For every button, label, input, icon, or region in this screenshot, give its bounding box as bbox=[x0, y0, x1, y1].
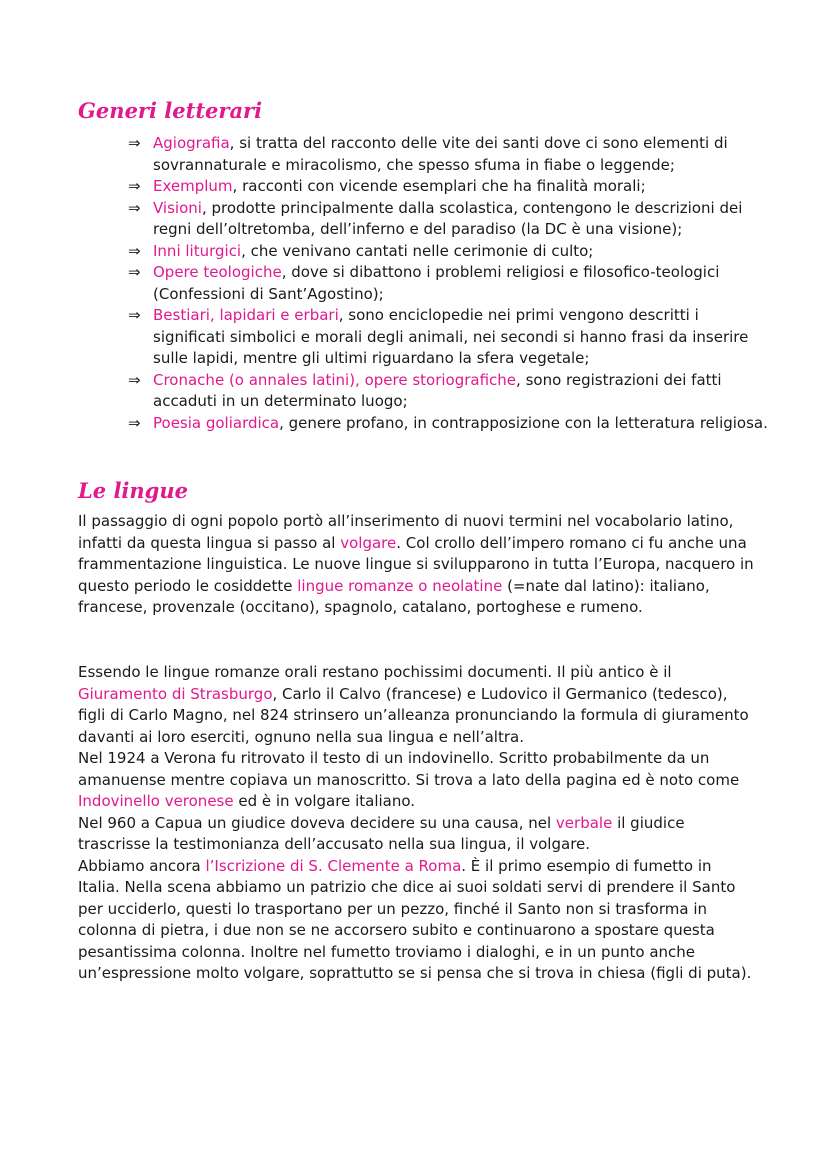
list-item bbox=[128, 133, 768, 176]
term-description: , prodotte principalmente dalla scolastica, contengono le descrizioni dei regni dell’oltretomba, dell’inferno e del paradiso (la DC è una visione); bbox=[153, 198, 743, 238]
list-item bbox=[128, 305, 768, 370]
text-run: . È il primo esempio di fumetto in Italia. Nella scena abbiamo un patrizio che dice ai suoi soldati servi di prendere il Santo per ucciderlo, questi lo trasportano per un pezzo, finché il Santo non si trasforma in colonna di pietra, i due non se ne accorsero subito e continuarono a spostare questa pesantissima colonna. Inoltre nel fumetto troviamo i dialoghi, e in un punto anche un’espressione molto volgare, soprattutto se si pensa che si trova in chiesa (figli di puta). bbox=[78, 856, 752, 982]
term-highlight: l’Iscrizione di S. Clemente a Roma bbox=[205, 856, 462, 875]
double-arrow-icon: ⇒ bbox=[128, 370, 141, 389]
term-description: , che venivano cantati nelle cerimonie di culto; bbox=[241, 241, 594, 260]
term-highlight: lingue romanze o neolatine bbox=[297, 576, 503, 595]
term-description: , sono registrazioni dei fatti accaduti in un determinato luogo; bbox=[153, 370, 722, 410]
list-item bbox=[128, 413, 768, 435]
genres-list bbox=[128, 133, 768, 434]
text-run: Il passaggio di ogni popolo portò all’inserimento di nuovi termini nel vocabolario latino, infatti da questa lingua si passo al bbox=[78, 512, 734, 552]
double-arrow-icon: ⇒ bbox=[128, 198, 141, 217]
term-highlight: Poesia goliardica bbox=[153, 413, 280, 432]
paragraph-documents bbox=[78, 662, 758, 985]
text-run: , Carlo il Calvo (francese) e Ludovico il Germanico (tedesco), figli di Carlo Magno, nel 824 strinsero un’alleanza pronunciando la formula di giuramento davanti ai loro eserciti, ognuno nella sua lingua e nell’altra. bbox=[78, 684, 749, 746]
term-highlight: Indovinello veronese bbox=[78, 792, 234, 810]
term-highlight: Inni liturgici bbox=[153, 241, 242, 260]
term-description: , si tratta del racconto delle vite dei santi dove ci sono elementi di sovrannaturale e miracolismo, che spesso sfuma in fiabe o leggende; bbox=[153, 134, 728, 174]
list-item bbox=[128, 198, 768, 241]
text-run: (=nate dal latino): italiano, francese, provenzale (occitano), spagnolo, catalano, portoghese e rumeno. bbox=[78, 576, 710, 616]
text-run: Essendo le lingue romanze orali restano pochissimi documenti. Il più antico è il bbox=[78, 663, 672, 681]
paragraph-romance-languages bbox=[78, 511, 758, 619]
term-highlight: Agiografia bbox=[153, 134, 230, 152]
term-highlight: Bestiari, lapidari e erbari bbox=[153, 306, 339, 324]
list-item bbox=[128, 262, 768, 305]
list-item bbox=[128, 176, 768, 198]
list-item bbox=[128, 370, 768, 413]
text-run: Nel 960 a Capua un giudice doveva decidere su una causa, nel bbox=[78, 813, 556, 832]
term-description: , genere profano, in contrapposizione con la letteratura religiosa. bbox=[279, 413, 768, 432]
text-run: il giudice trascrisse la testimonianza dell’accusato nella sua lingua, il volgare. bbox=[78, 813, 685, 853]
text-run: Abbiamo ancora bbox=[78, 856, 206, 875]
term-highlight: Cronache (o annales latini), opere storiografiche bbox=[153, 370, 517, 389]
term-highlight: Visioni bbox=[153, 198, 202, 217]
section-heading-generi: Generi letterari bbox=[78, 98, 263, 123]
term-description: , racconti con vicende esemplari che ha finalità morali; bbox=[232, 177, 646, 195]
text-run: . Col crollo dell’impero romano ci fu anche una frammentazione linguistica. Le nuove lingue si svilupparono in tutta l’Europa, nacquero in questo periodo le cosiddette bbox=[78, 533, 754, 595]
term-description: , dove si dibattono i problemi religiosi e filosofico-teologici (Confessioni di Sant’Agostino); bbox=[153, 263, 720, 303]
term-highlight: Giuramento di Strasburgo bbox=[78, 684, 273, 703]
term-description: , sono enciclopedie nei primi vengono descritti i significati simbolici e morali degli animali, nei secondi si hanno frasi da inserire sulle lapidi, mentre gli ultimi riguardano la sfera vegetale; bbox=[153, 306, 749, 367]
double-arrow-icon: ⇒ bbox=[128, 413, 141, 432]
text-run: Nel 1924 a Verona fu ritrovato il testo di un indovinello. Scritto probabilmente da un amanuense mentre copiava un manoscritto. Si trova a lato della pagina ed è noto come bbox=[78, 749, 740, 789]
double-arrow-icon: ⇒ bbox=[128, 177, 141, 195]
double-arrow-icon: ⇒ bbox=[128, 134, 141, 152]
double-arrow-icon: ⇒ bbox=[128, 263, 141, 281]
section-heading-lingue: Le lingue bbox=[78, 478, 188, 503]
text-run: ed è in volgare italiano. bbox=[233, 792, 416, 810]
double-arrow-icon: ⇒ bbox=[128, 306, 141, 324]
list-item bbox=[128, 241, 768, 263]
term-highlight: volgare bbox=[340, 533, 397, 552]
term-highlight: Opere teologiche bbox=[153, 263, 282, 281]
double-arrow-icon: ⇒ bbox=[128, 241, 141, 260]
term-highlight: Exemplum bbox=[153, 177, 233, 195]
term-highlight: verbale bbox=[555, 813, 613, 832]
